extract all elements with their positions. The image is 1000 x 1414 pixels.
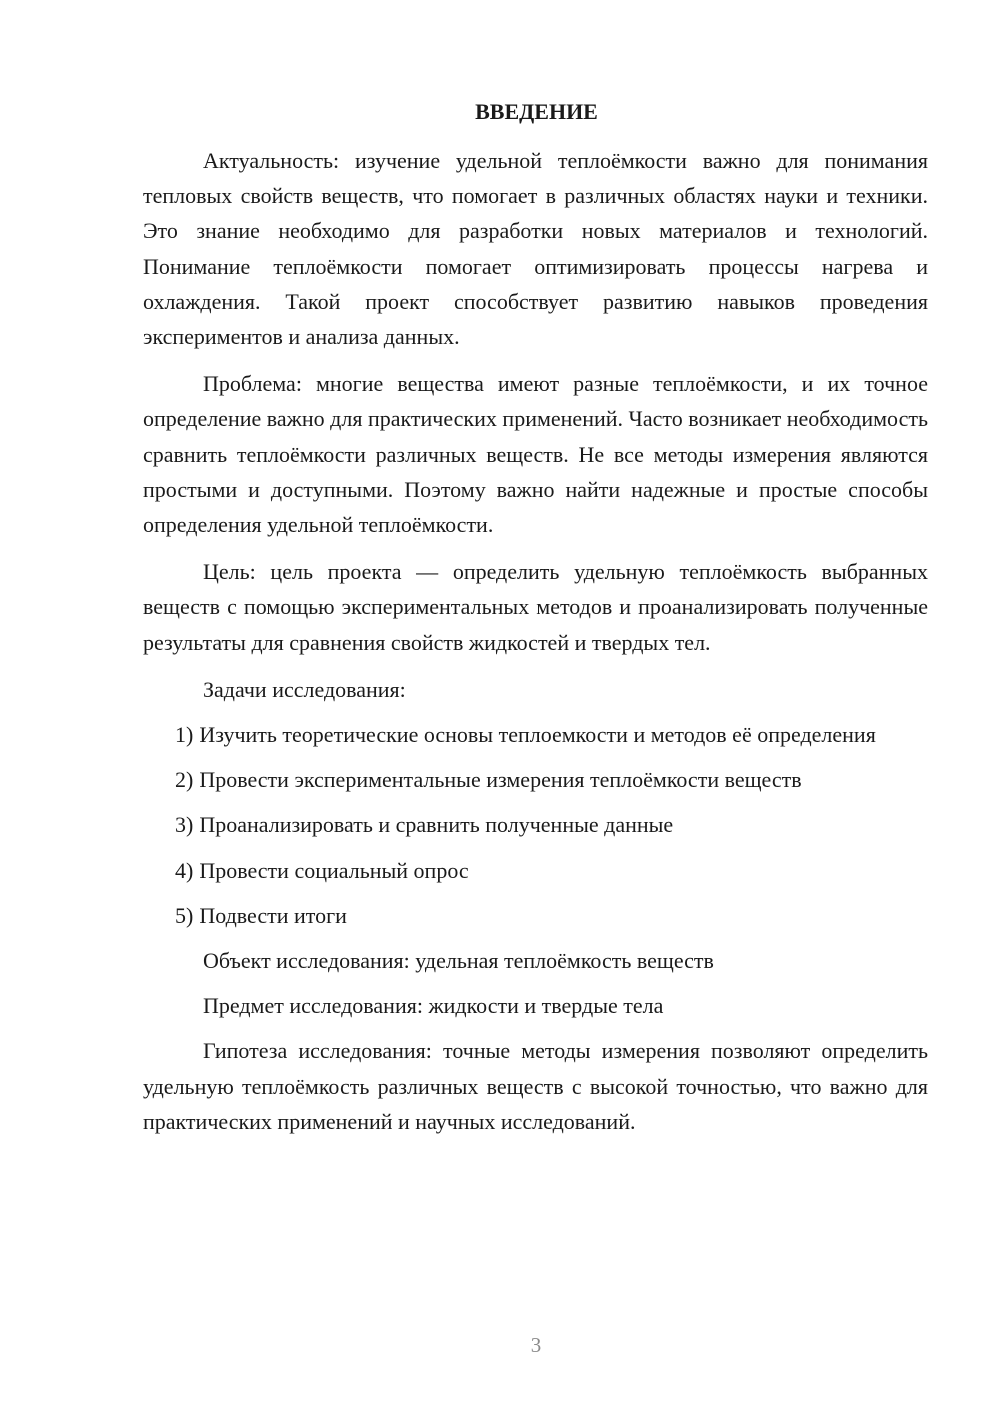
list-item-number: 1) (175, 722, 194, 748)
list-item (143, 762, 928, 797)
page-title: ВВЕДЕНИЕ (475, 99, 598, 124)
list-item (143, 898, 928, 933)
list-item-number: 3) (175, 812, 194, 838)
page-number: 3 (530, 1333, 542, 1357)
list-item (143, 807, 928, 842)
page-content (143, 94, 928, 1151)
list-item-number: 2) (175, 767, 194, 793)
hypothesis-paragraph: Гипотеза исследования: точные методы измерения позволяют определить удельную теплоёмкость различных веществ с высокой точностью, что важно для практических применений и научных исследований. (143, 1038, 928, 1134)
subject-paragraph: Предмет исследования: жидкости и твердые тела (203, 993, 664, 1019)
object-paragraph: Объект исследования: удельная теплоёмкость веществ (203, 948, 714, 974)
list-item-text: Подвести итоги (199, 902, 347, 928)
list-item-number: 4) (175, 857, 194, 883)
list-item (143, 717, 928, 752)
tasks-list (143, 717, 928, 933)
list-item-text: Изучить теоретические основы теплоемкости и методов её определения (199, 722, 876, 748)
list-item (143, 853, 928, 888)
list-item-text: Проанализировать и сравнить полученные данные (199, 812, 674, 838)
relevance-paragraph: Актуальность: изучение удельной теплоёмкости важно для понимания тепловых свойств веществ, что помогает в различных областях науки и техники. Это знание необходимо для разработки новых материалов и технологий. Понимание теплоёмкости помогает оптимизировать процессы нагрева и охлаждения. Такой проект способствует развитию навыков проведения экспериментов и анализа данных. (143, 148, 928, 350)
problem-paragraph: Проблема: многие вещества имеют разные теплоёмкости, и их точное определение важно для практических применений. Часто возникает необходимость сравнить теплоёмкости различных веществ. Не все методы измерения являются простыми и доступными. Поэтому важно найти надежные и простые способы определения удельной теплоёмкости. (143, 371, 928, 538)
list-item-number: 5) (175, 902, 194, 928)
list-item-text: Провести экспериментальные измерения теплоёмкости веществ (199, 767, 802, 793)
goal-paragraph: Цель: цель проекта — определить удельную теплоёмкость выбранных веществ с помощью экспериментальных методов и проанализировать полученные результаты для сравнения свойств жидкостей и твердых тел. (143, 559, 928, 655)
tasks-heading: Задачи исследования: (203, 676, 406, 702)
list-item-text: Провести социальный опрос (199, 857, 469, 883)
